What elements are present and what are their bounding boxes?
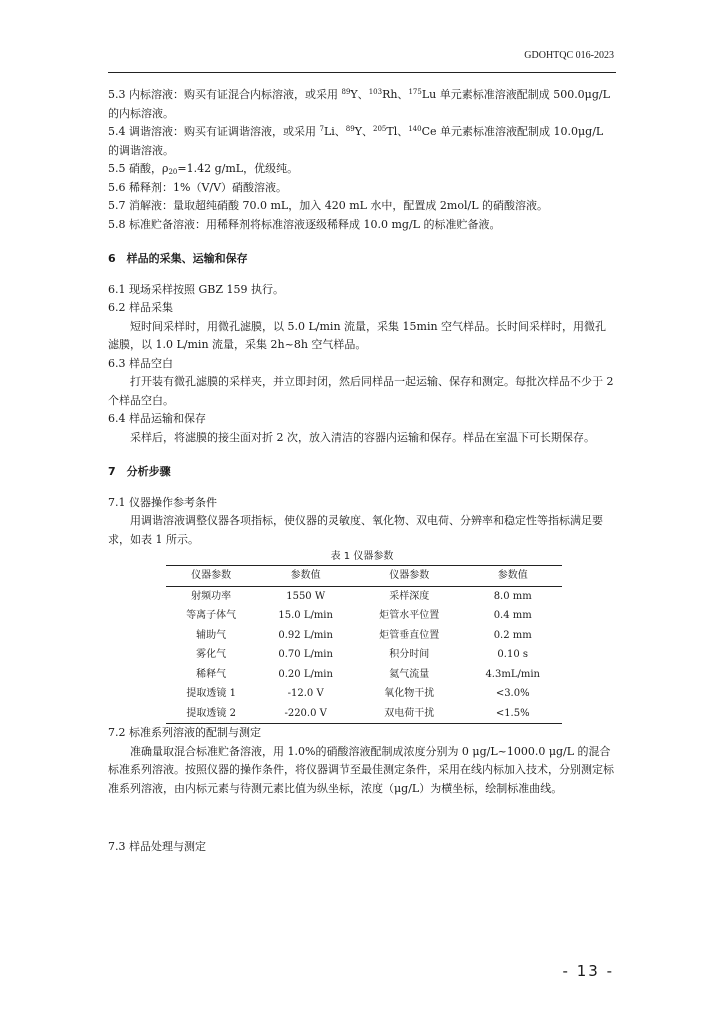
- table-cell: 15.0 L/min: [278, 610, 333, 621]
- table-cell: 辅助气: [196, 629, 227, 641]
- table-cell: 采样深度: [389, 590, 430, 602]
- clause-6-1: 6.1 现场采样按照 GBZ 159 执行。: [108, 282, 284, 296]
- table-header-row: [166, 566, 562, 587]
- table-cell: 稀释气: [196, 668, 227, 680]
- section-6-heading: 6 样品的采集、运输和保存: [108, 252, 248, 265]
- mass-number: 205: [372, 125, 387, 133]
- table-row: [166, 626, 562, 646]
- table-row: [166, 645, 562, 665]
- spacer: [108, 447, 616, 463]
- text: Y、: [354, 125, 373, 138]
- text: 5.3 内标溶液：购买有证混合内标溶液，或采用: [108, 88, 342, 101]
- instrument-parameters-table: [166, 565, 562, 724]
- table-cell: 8.0 mm: [493, 590, 532, 602]
- clause-5-5: [108, 160, 616, 179]
- table-cell: <3.0%: [495, 688, 530, 699]
- table-cell: 0.92 L/min: [278, 629, 333, 641]
- table-cell: 雾化气: [196, 649, 227, 660]
- mass-number: 7: [319, 125, 324, 133]
- document-code: GDOHTQC 016-2023: [524, 50, 614, 61]
- clause-5-3: [108, 86, 616, 123]
- clause-5-4: [108, 123, 616, 160]
- table-caption: 表 1 仪器参数: [330, 551, 394, 562]
- table-row: [166, 704, 562, 724]
- table-cell: 0.2 mm: [493, 629, 532, 641]
- column-header: 仪器参数: [191, 570, 232, 581]
- spacer: [108, 234, 616, 250]
- clause-7-3: 7.3 样品处理与测定: [108, 840, 206, 853]
- text: Li、: [323, 125, 346, 138]
- table-row: [166, 586, 562, 606]
- table-cell: 射频功率: [191, 590, 232, 602]
- mass-number: 140: [408, 125, 422, 133]
- clause-6-3-body: 打开装有微孔滤膜的采样夹，并立即封闭，然后同样品一起运输、保存和测定。每批次样品不少于 2 个样品空白。: [108, 375, 614, 407]
- table-cell: 0.4 mm: [493, 610, 532, 621]
- clause-6-2: 6.2 样品采集: [108, 301, 173, 314]
- clause-7-2-body: 准确量取混合标准贮备溶液，用 1.0%的硝酸溶液配制成浓度分别为 0 μg/L~1000.0 μg/L 的混合标准系列溶液。按照仪器的操作条件，将仪器调节至最佳测定条件，采用在线内标加入技术，分别测定标准系列溶液，由内标元素与待测元素比值为纵坐标，浓度（μg/L）为横坐标，绘制标准曲线。: [108, 744, 614, 795]
- table-cell: -12.0 V: [287, 688, 324, 699]
- clause-6-4: 6.4 样品运输和保存: [108, 412, 206, 425]
- clause-5-7: 5.7 消解液：量取超纯硝酸 70.0 mL，加入 420 mL 水中，配置成 2mol/L 的硝酸溶液。: [108, 199, 549, 212]
- text: Rh、: [382, 88, 409, 101]
- document-body: [108, 86, 616, 857]
- table-cell: 等离子体气: [186, 610, 237, 621]
- column-header: 参数值: [290, 570, 321, 581]
- text: Y、: [350, 88, 369, 101]
- text: 5.5 硝酸，ρ: [108, 162, 169, 175]
- table-cell: -220.0 V: [284, 707, 327, 719]
- text: Tl、: [386, 125, 409, 138]
- table-cell: 氧化物干扰: [384, 688, 435, 699]
- table-cell: 提取透镜 1: [186, 688, 236, 699]
- table-row: [166, 684, 562, 704]
- table-cell: 0.20 L/min: [278, 668, 333, 680]
- clause-5-8: 5.8 标准贮备溶液：用稀释剂将标准溶液逐级稀释成 10.0 mg/L 的标准贮备液。: [108, 217, 501, 231]
- spacer: [108, 798, 616, 838]
- clause-6-3: 6.3 样品空白: [108, 356, 173, 370]
- mass-number: 103: [368, 88, 383, 96]
- table-cell: 4.3mL/min: [485, 668, 540, 680]
- header-rule: [108, 72, 616, 73]
- clause-6-2-body: 短时间采样时，用微孔滤膜，以 5.0 L/min 流量，采集 15min 空气样品。长时间采样时，用微孔滤膜，以 1.0 L/min 流量，采集 2h~8h 空气样品。: [108, 319, 607, 351]
- table-cell: 1550 W: [286, 590, 326, 602]
- table-cell: 0.10 s: [497, 649, 528, 660]
- table-cell: 炬管水平位置: [379, 610, 440, 621]
- mass-number: 89: [341, 88, 351, 96]
- mass-number: 89: [345, 125, 355, 133]
- mass-number: 175: [408, 88, 422, 96]
- clause-7-1-body: 用调谐溶液调整仪器各项指标，使仪器的灵敏度、氧化物、双电荷、分辨率和稳定性等指标满足要求，如表 1 所示。: [108, 514, 603, 546]
- table-cell: 炬管垂直位置: [379, 629, 440, 641]
- clause-7-2: 7.2 标准系列溶液的配制与测定: [108, 726, 261, 739]
- spacer: [108, 482, 616, 494]
- text: Ce 单元素标准溶液配制成 10.0μg/L 的调谐溶液。: [108, 125, 604, 157]
- table-cell: <1.5%: [495, 707, 530, 719]
- text: 5.4 调谐溶液：购买有证调谐溶液，或采用: [108, 125, 320, 138]
- table-cell: 提取透镜 2: [186, 707, 236, 719]
- text: Lu 单元素标准溶液配制成 500.0μg/L 的内标溶液。: [108, 88, 610, 120]
- spacer: [108, 269, 616, 281]
- table-cell: 积分时间: [389, 649, 430, 660]
- page-number: - 13 -: [562, 962, 614, 980]
- table-cell: 氦气流量: [389, 668, 430, 680]
- section-7-heading: 7 分析步骤: [108, 465, 171, 478]
- text: =1.42 g/mL，优级纯。: [177, 162, 299, 175]
- column-header: 参数值: [497, 570, 528, 581]
- table-cell: 双电荷干扰: [384, 707, 435, 719]
- table-row: [166, 606, 562, 626]
- clause-6-4-body: 采样后，将滤膜的接尘面对折 2 次，放入清洁的容器内运输和保存。样品在室温下可长期保存。: [130, 430, 595, 444]
- subscript: 20: [168, 168, 178, 176]
- table-cell: 0.70 L/min: [278, 649, 333, 660]
- column-header: 仪器参数: [389, 570, 430, 581]
- clause-7-1: 7.1 仪器操作参考条件: [108, 495, 217, 509]
- table-row: [166, 665, 562, 685]
- clause-5-6: 5.6 稀释剂：1%（V/V）硝酸溶液。: [108, 180, 288, 194]
